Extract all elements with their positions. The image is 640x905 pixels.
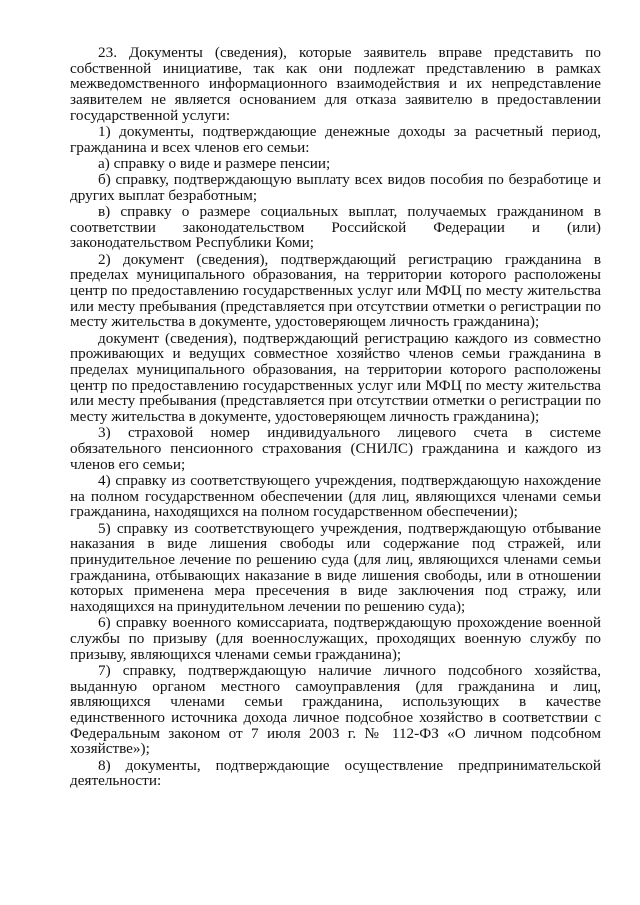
document-body — [70, 45, 601, 790]
paragraph-item-1b: б) справку, подтверждающую выплату всех видов пособия по безработице и других выплат безработным; — [70, 171, 601, 204]
paragraph-item-1: 1) документы, подтверждающие денежные доходы за расчетный период, гражданина и всех членов его семьи: — [70, 123, 601, 156]
paragraph-23-intro: 23. Документы (сведения), которые заявитель вправе представить по собственной инициативе, так как они подлежат представлению в рамках межведомственного информационного взаимодействия и их непредставление заявителем не является основанием для отказа заявителю в предоставлении государственной услуги: — [70, 44, 601, 124]
paragraph-item-5: 5) справку из соответствующего учреждения, подтверждающую отбывание наказания в виде лишения свободы или содержание под стражей, или принудительное лечение по решению суда (для лиц, являющихся членами семьи гражданина, отбывающих наказание в виде лишения свободы, или в отношении которых применена мера пресечения в виде заключения под стражу, или находящихся на принудительном лечении по решению суда); — [70, 519, 601, 616]
paragraph-item-8: 8) документы, подтверждающие осуществление предпринимательской деятельности: — [70, 756, 601, 790]
paragraph-item-3: 3) страховой номер индивидуального лицевого счета в системе обязательного пенсионного страхования (СНИЛС) гражданина и каждого из членов его семьи; — [70, 424, 601, 473]
paragraph-item-1v: в) справку о размере социальных выплат, получаемых гражданином в соответствии законодательством Российской Федерации и (или) законодательством Республики Коми; — [70, 203, 601, 252]
paragraph-item-6: 6) справку военного комиссариата, подтверждающую прохождение военной службы по призыву (для военнослужащих, проходящих военную службу по призыву, являющихся членами семьи гражданина); — [70, 614, 601, 663]
paragraph-item-2: 2) документ (сведения), подтверждающий регистрацию гражданина в пределах муниципального образования, на территории которого расположены центр по предоставлению государственных услуг или МФЦ по месту жительства или месту пребывания (представляется при отсутствии отметки о регистрации по месту жительства в документе, удостоверяющем личность гражданина); — [70, 250, 601, 331]
paragraph-item-4: 4) справку из соответствующего учреждения, подтверждающую нахождение на полном государственном обеспечении (для лиц, являющихся членами семьи гражданина, находящихся на полном государственном обеспечении); — [70, 471, 601, 521]
paragraph-item-7: 7) справку, подтверждающую наличие личного подсобного хозяйства, выданную органом местного самоуправления (для гражданина и лиц, являющихся членами семьи гражданина, использующих в качестве единственного источника дохода личное подсобное хозяйство в соответствии с Федеральным законом от 7 июля 2003 г. № 112-ФЗ «О личном подсобном хозяйстве»); — [70, 661, 601, 758]
paragraph-item-1a: а) справку о виде и размере пенсии; — [98, 154, 331, 172]
paragraph-item-2-members: документ (сведения), подтверждающий регистрацию каждого из совместно проживающих и ведущих совместное хозяйство членов семьи гражданина в пределах муниципального образования, на территории которого расположены центр по предоставлению государственных услуг или МФЦ по месту жительства или месту пребывания (представляется при отсутствии отметки о регистрации по месту жительства в документе, удостоверяющем личность гражданина); — [70, 329, 601, 426]
